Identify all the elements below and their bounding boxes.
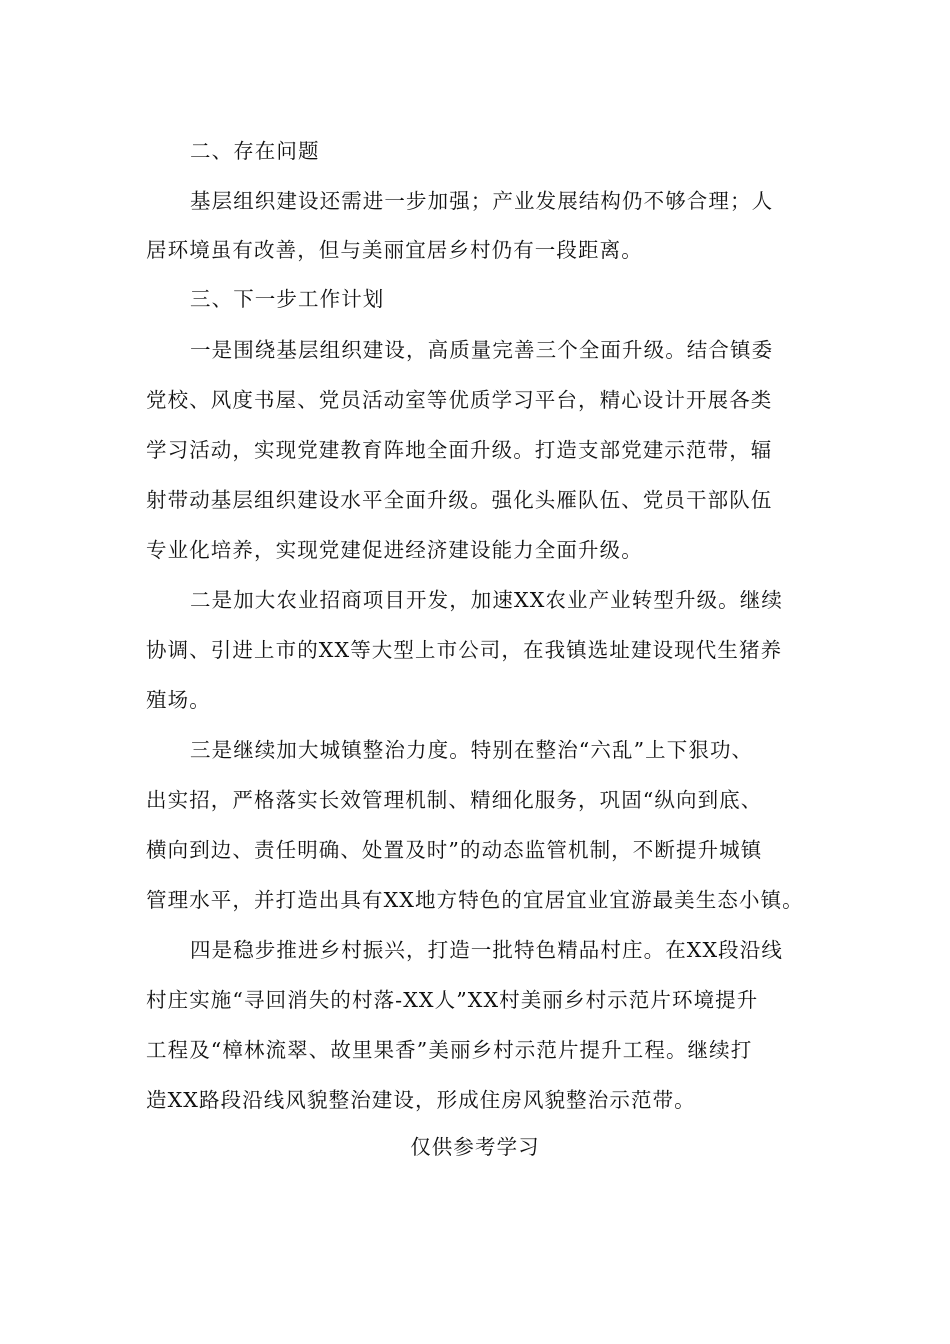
footer-note: 仅供参考学习	[410, 1135, 540, 1159]
plan-paragraph-3-line: 三是继续加大城镇整治力度。特别在整治“六乱”上下狠功、	[190, 738, 754, 762]
plan-paragraph-4-line: 造XX路段沿线风貌整治建设，形成住房风貌整治示范带。	[146, 1088, 696, 1112]
plan-paragraph-3-line: 横向到边、责任明确、处置及时”的动态监管机制，不断提升城镇	[146, 838, 763, 862]
plan-paragraph-2-line: 二是加大农业招商项目开发，加速XX农业产业转型升级。继续	[190, 588, 783, 612]
plan-paragraph-1-line: 学习活动，实现党建教育阵地全面升级。打造支部党建示范带，辐	[146, 438, 773, 462]
section-heading-problems: 二、存在问题	[190, 139, 320, 163]
plan-paragraph-2-line: 协调、引进上市的XX等大型上市公司，在我镇选址建设现代生猪养	[146, 638, 783, 662]
plan-paragraph-2-line: 殖场。	[146, 688, 211, 712]
plan-paragraph-1-line: 一是围绕基层组织建设，高质量完善三个全面升级。结合镇委	[190, 338, 774, 362]
plan-paragraph-4-line: 四是稳步推进乡村振兴，打造一批特色精品村庄。在XX段沿线	[190, 938, 783, 962]
section-heading-next-plan: 三、下一步工作计划	[190, 287, 385, 311]
plan-paragraph-1-line: 专业化培养，实现党建促进经济建设能力全面升级。	[146, 538, 643, 562]
plan-paragraph-3-line: 出实招，严格落实长效管理机制、精细化服务，巩固“纵向到底、	[146, 788, 763, 812]
problems-text-line: 基层组织建设还需进一步加强；产业发展结构仍不够合理；人	[190, 189, 774, 213]
plan-paragraph-4-line: 工程及“樟林流翠、故里果香”美丽乡村示范片提升工程。继续打	[146, 1038, 753, 1062]
plan-paragraph-1-line: 党校、风度书屋、党员活动室等优质学习平台，精心设计开展各类	[146, 388, 773, 412]
problems-text-line: 居环境虽有改善，但与美丽宜居乡村仍有一段距离。	[146, 238, 643, 262]
plan-paragraph-3-line: 管理水平，并打造出具有XX地方特色的宜居宜业宜游最美生态小镇。	[146, 888, 804, 912]
plan-paragraph-4-line: 村庄实施“寻回消失的村落-XX人”XX村美丽乡村示范片环境提升	[146, 988, 759, 1012]
plan-paragraph-1-line: 射带动基层组织建设水平全面升级。强化头雁队伍、党员干部队伍	[146, 488, 773, 512]
